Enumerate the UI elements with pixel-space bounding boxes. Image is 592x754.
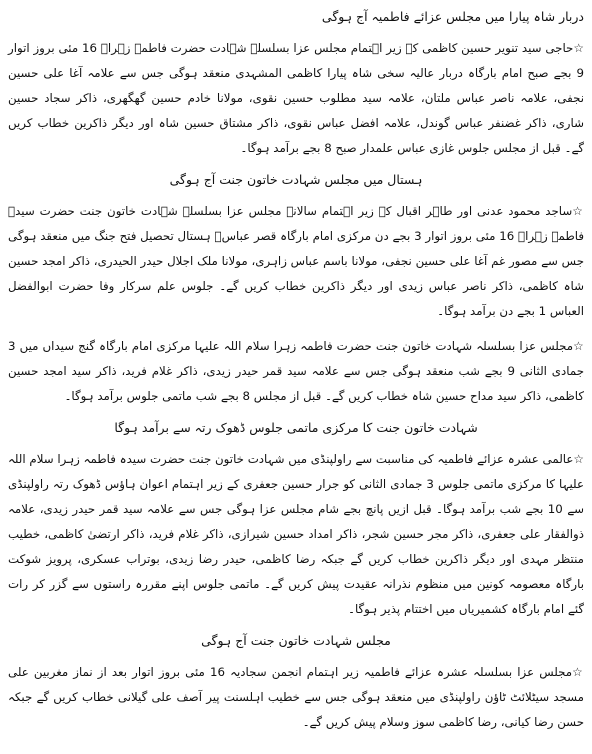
news-item-1 (8, 8, 584, 161)
news-body (8, 199, 584, 324)
news-body (8, 36, 584, 161)
star-icon: ☆ (573, 41, 585, 55)
news-body-text: مجلس عزا بسلسلہ عشرہ عزائے فاطمیہ زیر اہتمام انجمن سجادیہ 16 مئی بروز اتوار بعد از نماز مغربین علی مسجد سیٹلائٹ ٹاؤن راولپنڈی میں منعقد ہوگی جس سے خطیب اہلسنت پیر آصف علی گیلانی خطاب کریں گے جبکہ حسن رضا کیانی، رضا کاظمی سوز وسلام پیش کریں گے۔ (8, 665, 584, 729)
news-body-text: عالمی عشرہ عزائے فاطمیہ کی مناسبت سے راولپنڈی میں شہادت خاتون جنت حضرت سیدہ فاطمہ زہرا سلام اللہ علیہا کا مرکزی ماتمی جلوس 3 جمادی الثانی کو جرار حسین جعفری کے زیر اہتمام اعوان ہاؤس ڈھوک رتہ راولپنڈی سے 10 بجے شب برآمد ہوگا۔ قبل ازیں پانچ بجے شام مجلس عزا ہوگی جس سے علامہ سید قمر حیدر زیدی، علامہ ذوالفقار علی جعفری، ذاکر مجر حسین شجر، ذاکر امداد حسین شیرازی، ذاکر غلام فرید، ذاکر ارتضیٰ کاظمی، خطیب منتظر مہدی اور دیگر ذاکرین خطاب کریں گے جبکہ رضا کاظمی، حیدر رضا زیدی، بوتراب عسکری، پرویز شوکت بارگاہ معصومہ کونین میں منظوم نذرانہ عقیدت پیش کریں گے۔ ماتمی جلوس اپنے مقررہ راستوں سے گزر کر رات گئے امام بارگاہ کشمیریاں میں اختتام پذیر ہوگا۔ (7, 452, 585, 616)
news-body (8, 447, 584, 622)
news-heading: شہادت خاتون جنت کا مرکزی ماتمی جلوس ڈھوک رتہ سے برآمد ہوگا (114, 420, 478, 435)
star-icon: ☆ (573, 339, 585, 353)
news-body (8, 334, 584, 409)
news-item-2 (8, 171, 584, 324)
news-body-text: مجلس عزا بسلسلہ شہادت خاتون جنت حضرت فاطمہ زہرا سلام اللہ علیہا مرکزی امام بارگاہ گنج سیداں میں 3 جمادی الثانی 9 بجے شب منعقد ہوگی جس سے علامہ سید قمر حیدر زیدی، ذاکر غلام فرید، ذاکر سید امجد حسین کاظمی، ذاکر سید مداح حسین شاہ خطاب کریں گے۔ قبل از مجلس 8 بجے شب ماتمی جلوس برآمد ہوگا۔ (8, 339, 584, 403)
news-item-4 (8, 419, 584, 622)
news-body-text: ساجد محمود عدنی اور طاہر اقبال کے زیر اہتمام سالانہ مجلس عزا بسلسلہ شہادت خاتون جنت حضرت سیدہ فاطمہ زہراؑ 16 مئی بروز اتوار 3 بجے دن مرکزی امام بارگاہ قصر عباسؑ ہستال تحصیل فتح جنگ میں منعقد ہوگی جس سے مصور غم آغا علی حسین نجفی، مولانا باسم عباس زاہری، مولانا ملک اجلال حیدر الحیدری، ذاکر امجد حسین شاہ کاظمی، ذاکر ناصر عباس زیدی اور دیگر ذاکرین خطاب کریں گے۔ جلوس علم سرکار وفا حضرت ابوالفضل العباس 1 بجے دن برآمد ہوگا۔ (8, 204, 584, 318)
news-heading: دربار شاہ پیارا میں مجلس عزائے فاطمیہ آج ہوگی (321, 9, 584, 24)
news-body (8, 660, 584, 735)
news-item-5 (8, 632, 584, 735)
news-body-text: حاجی سید تنویر حسین کاظمی کے زیر اہتمام مجلس عزا بسلسلہ شہادت حضرت فاطمہ زہراؑ 16 مئی بروز اتوار 9 بجے صبح امام بارگاہ دربار عالیہ سخی شاہ پیارا کاظمی المشہدی منعقد ہوگی جس سے علامہ آغا علی حسین نجفی، علامہ ناصر عباس ملتان، علامہ سید مطلوب حسین نقوی، مولانا خادم حسین گھگھری، ذاکر سجاد حسین شاری، ذاکر غضنفر عباس گوندل، علامہ افضل عباس نقوی، ذاکر مشتاق حسین شاہ اور دیگر ذاکرین خطاب کریں گے۔ قبل از مجلس جلوس غازی عباس علمدار صبح 8 بجے برآمد ہوگا۔ (8, 41, 584, 155)
star-icon: ☆ (572, 665, 584, 679)
news-item-3 (8, 334, 584, 409)
star-icon: ☆ (573, 452, 584, 466)
star-icon: ☆ (572, 204, 585, 218)
news-heading: ہستال میں مجلس شہادت خاتون جنت آج ہوگی (169, 172, 423, 187)
news-heading: مجلس شہادت خاتون جنت آج ہوگی (201, 633, 391, 648)
